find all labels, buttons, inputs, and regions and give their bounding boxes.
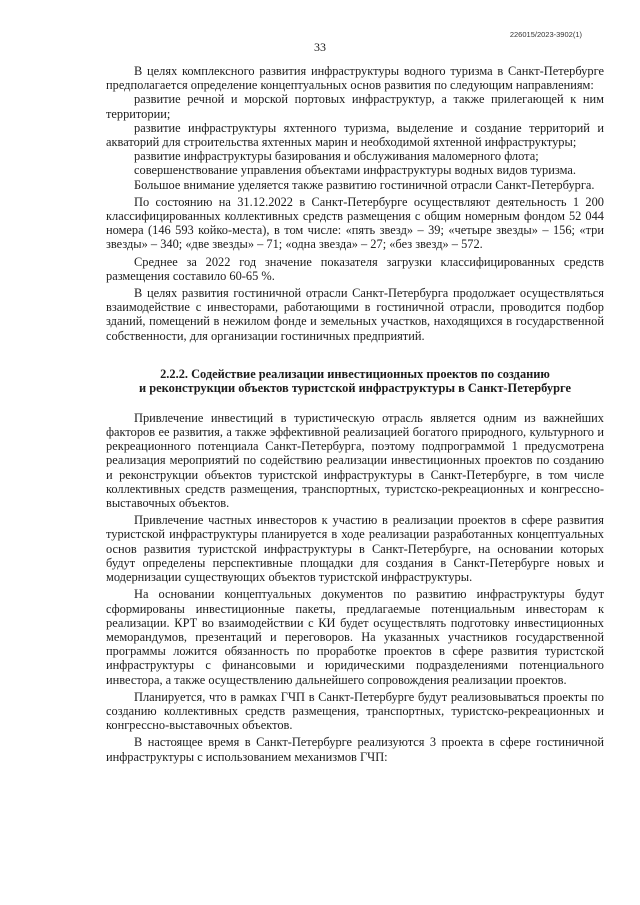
paragraph-investment-attraction: Привлечение инвестиций в туристическую отрасль является одним из важнейших факторов ее развития, а также эффективной реализацией богатого природного, культурного и рекреационного потенциала Санкт-Петербурга, поэтому подпрограммой 1 предусмотрена реализация мероприятий по содействию реализации инвестиционных проектов по созданию и реконструкции объектов туристской инфраструктуры в Санкт-Петербурге, в том числе коллективных средств размещения, транспортных, туристско-рекреационных и конгрессно-выставочных объектов. xyxy=(106,410,604,511)
page-number: 33 xyxy=(314,40,326,54)
document-id: 226015/2023-3902(1) xyxy=(509,30,582,39)
paragraph-water-tourism: В целях комплексного развития инфраструктуры водного туризма в Санкт-Петербурге предполагается определение концептуальных основ развития по следующим направлениям: xyxy=(106,64,604,93)
section-heading-line2: и реконструкции объектов туристской инфраструктуры в Санкт-Петербурге xyxy=(139,381,571,396)
list-item-yacht-tourism: развитие инфраструктуры яхтенного туризма, выделение и создание территорий и акваторий для строительства яхтенных марин и необходимой яхтенной инфраструктуры; xyxy=(106,120,604,150)
list-item-small-fleet: развитие инфраструктуры базирования и обслуживания маломерного флота; xyxy=(134,149,539,164)
list-item-port-infrastructure: развитие речной и морской портовых инфраструктур, а также прилегающей к ним территории; xyxy=(106,92,604,121)
paragraph-hotel-industry: Большое внимание уделяется также развитию гостиничной отрасли Санкт-Петербурга. xyxy=(134,177,595,192)
paragraph-ppp-plans: Планируется, что в рамках ГЧП в Санкт-Петербурге будут реализовываться проекты по созданию коллективных средств размещения, транспортных, туристско-рекреационных и конгрессно-выставочных объектов. xyxy=(106,689,604,733)
paragraph-investor-interaction: В целях развития гостиничной отрасли Санкт-Петербурга продолжает осуществляться взаимодействие с инвесторами, работающими в гостиничной отрасли, проводится подбор зданий, помещений в нежилом фонде и земельных участков, находящихся в государственной собственности, для организации гостиничных предприятий. xyxy=(106,286,604,343)
list-item-management: совершенствование управления объектами инфраструктуры водных видов туризма. xyxy=(134,163,576,178)
section-heading xyxy=(106,367,604,396)
paragraph-investment-packages: На основании концептуальных документов по развитию инфраструктуры будут сформированы инвестиционные пакеты, предлагаемые потенциальным инвесторам к реализации. КРТ во взаимодействии с КИ будет осуществлять подготовку инвестиционных меморандумов, презентаций и переговоров. На указанных участников государственной программы ложится обязанность по проработке проектов в сфере развития туристской инфраструктуры с финансовыми и юридическими подразделениями потенциального инвестора, а также осуществлению дальнейшего сопровождения реализации проектов. xyxy=(106,587,604,687)
section-heading-line1: 2.2.2. Содействие реализации инвестиционных проектов по созданию xyxy=(160,366,550,381)
paragraph-ppp-projects: В настоящее время в Санкт-Петербурге реализуются 3 проекта в сфере гостиничной инфраструктуры с использованием механизмов ГЧП: xyxy=(106,735,604,764)
paragraph-occupancy: Среднее за 2022 год значение показателя загрузки классифицированных средств размещения составило 60-65 %. xyxy=(106,254,604,283)
paragraph-private-investors: Привлечение частных инвесторов к участию в реализации проектов в сфере развития туристской инфраструктуры планируется в ходе реализации разработанных концептуальных основ развития туристской инфраструктуры в Санкт-Петербурге, на основании которых будут определены перспективные площадки для создания в Санкт-Петербурге новых и модернизации существующих объектов туристской инфраструктуры. xyxy=(106,513,604,585)
paragraph-accommodation-stats: По состоянию на 31.12.2022 в Санкт-Петербурге осуществляют деятельность 1 200 классифицированных коллективных средств размещения с общим номерным фондом 52 044 номера (146 593 койко-места), в том числе: «пять звезд» – 39; «четыре звезды» – 156; «три звезды» – 340; «две звезды» – 71; «одна звезда» – 27; «без звезд» – 572. xyxy=(106,194,604,252)
body-text xyxy=(106,64,604,764)
